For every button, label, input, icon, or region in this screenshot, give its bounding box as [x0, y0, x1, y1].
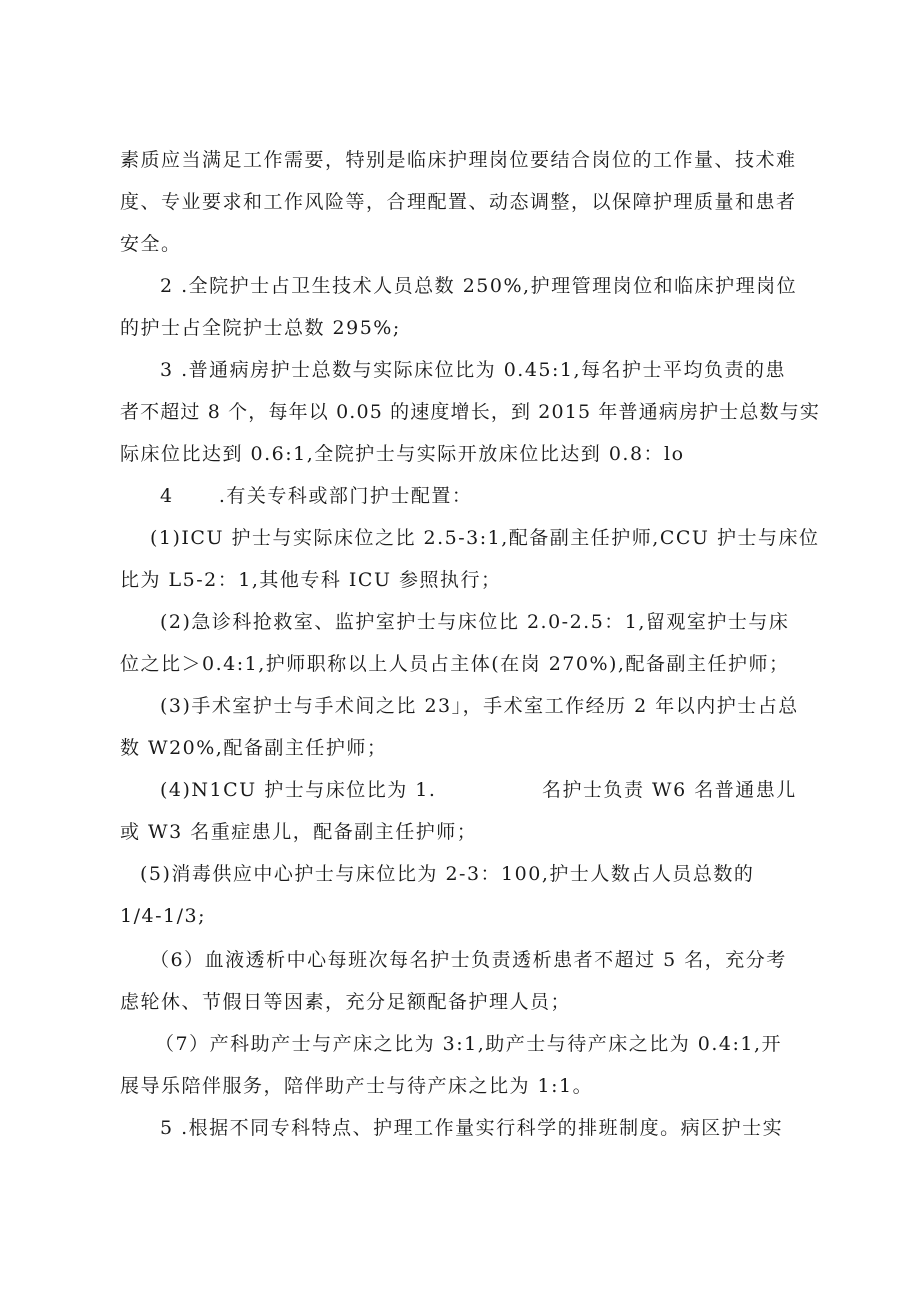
text-line: 1/4-1/3;	[120, 905, 206, 927]
text-line: 数 W20%,配备副主任护师；	[120, 737, 388, 759]
text-line: 或 W3 名重症患儿，配备副主任护师；	[120, 821, 478, 843]
text-line: 素质应当满足工作需要，特别是临床护理岗位要结合岗位的工作量、技术难	[120, 149, 797, 171]
text-line: 展导乐陪伴服务，陪伴助产士与待产床之比为 1:1。	[120, 1075, 594, 1097]
text-line: 的护士占全院护士总数 295%;	[120, 317, 401, 339]
text-line: 虑轮休、节假日等因素，充分足额配备护理人员；	[120, 991, 572, 1013]
text-line: (4)N1CU 护士与床位比为 1.	[160, 779, 437, 801]
text-line: 2 .全院护士占卫生技术人员总数 250%,护理管理岗位和临床护理岗位	[160, 275, 798, 297]
text-line: 位之比＞0.4:1,护师职称以上人员占主体(在岗 270%),配备副主任护师；	[120, 653, 790, 675]
text-line: 3 .普通病房护士总数与实际床位比为 0.45:1,每名护士平均负责的患	[160, 359, 787, 381]
text-line: 比为 L5-2：1,其他专科 ICU 参照执行；	[120, 569, 502, 591]
text-line: （6）血液透析中心每班次每名护士负责透析患者不超过 5 名，充分考	[150, 949, 787, 971]
text-line: 度、专业要求和工作风险等，合理配置、动态调整，以保障护理质量和患者	[120, 191, 797, 213]
text-line: (3)手术室护士与手术间之比 23」，手术室工作经历 2 年以内护士占总	[160, 695, 799, 717]
text-line: （7）产科助产士与产床之比为 3:1,助产士与待产床之比为 0.4:1,开	[155, 1033, 783, 1055]
text-line: (1)ICU 护士与实际床位之比 2.5-3:1,配备副主任护师,CCU 护士与床位	[150, 527, 820, 549]
text-line: 5 .根据不同专科特点、护理工作量实行科学的排班制度。病区护士实	[160, 1117, 784, 1139]
text-line: 4 .有关专科或部门护士配置：	[160, 485, 473, 507]
text-line: (2)急诊科抢救室、监护室护士与床位比 2.0-2.5：1,留观室护士与床	[160, 611, 790, 633]
text-line: 际床位比达到 0.6:1,全院护士与实际开放床位比达到 0.8：lo	[120, 443, 685, 465]
text-line: (5)消毒供应中心护士与床位比为 2-3：100,护士人数占人员总数的	[140, 863, 755, 885]
text-line: 名护士负责 W6 名普通患儿	[542, 779, 797, 801]
text-line: 安全。	[120, 233, 182, 255]
text-line: 者不超过 8 个，每年以 0.05 的速度增长，到 2015 年普通病房护士总数与实	[120, 401, 820, 423]
